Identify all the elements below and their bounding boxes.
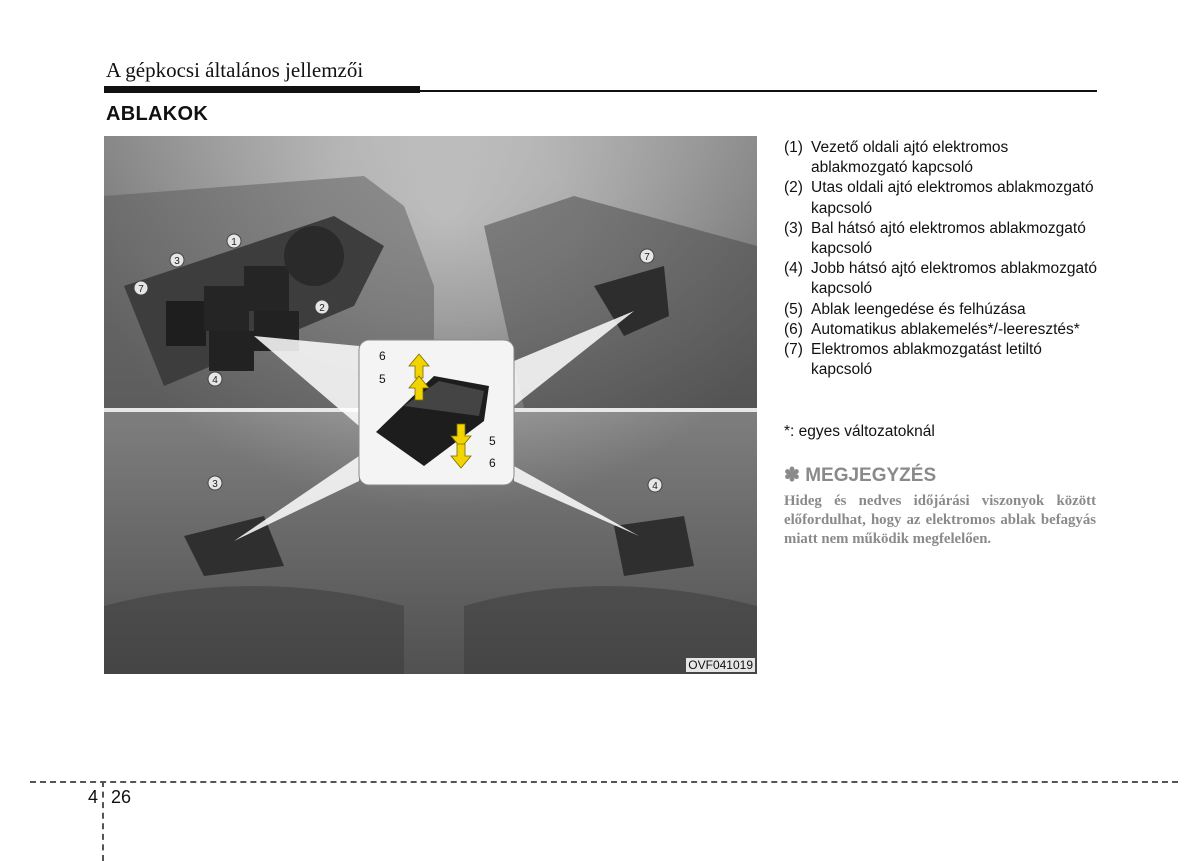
- note-heading: ✽ MEGJEGYZÉS: [784, 465, 937, 486]
- legend-number: (4): [784, 260, 803, 278]
- inset-label-5-bottom: 5: [489, 434, 496, 448]
- legend-item: [784, 320, 1104, 340]
- inset-label-6-top: 6: [379, 349, 386, 363]
- legend-item: [784, 259, 1104, 299]
- chapter-number: 4: [88, 787, 99, 807]
- callout-7-left: 7: [138, 284, 144, 295]
- figure-code: OVF041019: [688, 658, 753, 672]
- callout-3: 3: [174, 256, 180, 267]
- footer-divider: [30, 781, 1178, 783]
- legend-number: (7): [784, 341, 803, 359]
- note-body: Hideg és nedves időjárási viszonyok között előfordulhat, hogy az elektromos ablak befagyás miatt nem működik megfelelően.: [784, 493, 1096, 547]
- header-rule-thick: [104, 86, 420, 93]
- callout-1: 1: [231, 237, 237, 248]
- legend-item: [784, 340, 1104, 380]
- callout-4: 4: [212, 375, 218, 386]
- callout-3-lower: 3: [212, 479, 218, 490]
- legend-text: Jobb hátsó ajtó elektromos ablakmozgató kapcsoló: [811, 260, 1098, 298]
- page-number: 26: [111, 787, 132, 807]
- legend-number: (5): [784, 300, 803, 318]
- legend-item: [784, 138, 1104, 178]
- legend-text: Vezető oldali ajtó elektromos ablakmozgató kapcsoló: [811, 139, 1009, 177]
- callout-7-right: 7: [644, 252, 650, 263]
- callout-2: 2: [319, 303, 325, 314]
- legend-number: (2): [784, 179, 803, 197]
- chapter-title: A gépkocsi általános jellemzői: [106, 58, 364, 82]
- legend-text: Automatikus ablakemelés*/-leeresztés*: [811, 320, 1080, 338]
- footer-divider-vertical: [102, 781, 104, 861]
- legend-list: [784, 138, 1104, 380]
- legend-number: (3): [784, 219, 803, 237]
- legend-text: Elektromos ablakmozgatást letiltó kapcsoló: [811, 341, 1042, 379]
- figure-illustration: [104, 136, 757, 674]
- legend-number: (1): [784, 139, 803, 156]
- legend-item: [784, 178, 1104, 218]
- callout-4-lower: 4: [652, 481, 658, 492]
- section-heading: ABLAKOK: [106, 103, 209, 125]
- legend-number: (6): [784, 320, 803, 338]
- inset-label-5-top: 5: [379, 372, 386, 386]
- legend-item: [784, 219, 1104, 259]
- legend-text: Ablak leengedése és felhúzása: [811, 300, 1026, 318]
- header-rule-thin: [420, 90, 1097, 92]
- window-switch-figure: [104, 136, 757, 674]
- legend-item: [784, 300, 1104, 320]
- inset-label-6-bottom: 6: [489, 456, 496, 470]
- footnote: *: egyes változatoknál: [784, 423, 935, 440]
- legend-text: Utas oldali ajtó elektromos ablakmozgató kapcsoló: [811, 179, 1094, 217]
- legend-text: Bal hátsó ajtó elektromos ablakmozgató kapcsoló: [811, 219, 1086, 258]
